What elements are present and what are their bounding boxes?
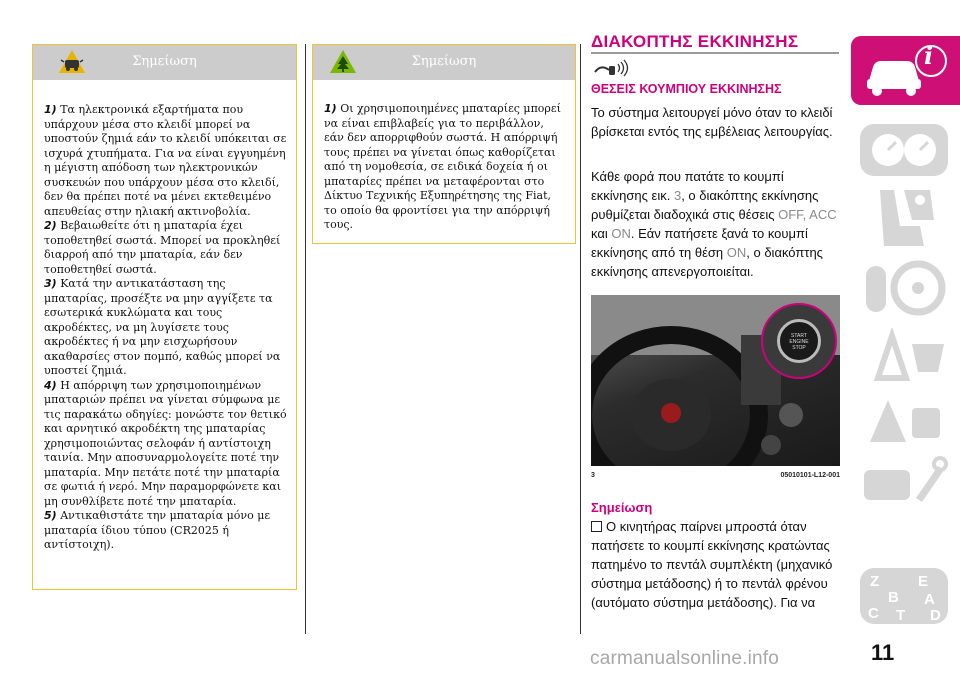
index-letter: T xyxy=(896,607,906,624)
start-stop-button: START ENGINE STOP xyxy=(777,319,821,363)
left-note-box xyxy=(32,44,297,590)
subsection-title: ΘΕΣΕΙΣ ΚΟΥΜΠΙΟΥ ΕΚΚΙΝΗΣΗΣ xyxy=(591,82,782,96)
dashboard-photo xyxy=(591,295,840,466)
middle-note-body xyxy=(324,102,567,233)
figure-number: 3 xyxy=(591,472,595,479)
figure-reference: 05010101-L12-001 xyxy=(780,472,840,479)
note-item: 3) Κατά την αντικατάσταση της μπαταρίας, προσέξτε να μην αγγίξετε τα εσωτερικά κυκλώματα και τους ακροδέκτες, να μη λυγίσετε τους ακροδέκτες ή να μην εισχωρήσουν ακαθαρσίες στον πομπό, καθώς μπορεί να υποστεί ζημιά. xyxy=(44,277,281,377)
watermark: carmanualsonline.info xyxy=(590,648,780,669)
positions-paragraph: Κάθε φορά που πατάτε το κουμπί εκκίνησης εικ. 3, ο διακόπτης εκκίνησης ρυθμίζεται διαδοχικά στις θέσεις OFF, ACC και ON. Εάν πατήσετε ξανά το κουμπί εκκίνησης από τη θέση ON, ο διακόπτης εκκίνησης απενεργοποιείται. xyxy=(591,169,837,279)
section-title: ΔΙΑΚΟΠΤΗΣ ΕΚΚΙΝΗΣΗΣ xyxy=(591,32,799,51)
note-bullet-icon xyxy=(591,521,602,532)
start-button-zoom xyxy=(761,303,837,379)
index-letter: B xyxy=(888,589,899,606)
middle-note-header xyxy=(313,45,575,80)
index-letter: D xyxy=(930,607,941,624)
note-item: 4) Η απόρριψη των χρησιμοποιημένων μπαταριών πρέπει να γίνεται σύμφωνα με τις παρακάτω οδηγίες: μονώστε τον θετικό και αρνητικό ακροδέκτη της μπαταρίας χρησιμοποιώντας σελοφάν ή αντίστοιχη ταινία. Μην αποσυναρμολογείτε ποτέ την μπαταρία. Μην πετάτε ποτέ την μπαταρία σε φωτιά ή νερό. Μην παραμορφώνετε και μη συνθλίβετε ποτέ την μπαταρία. xyxy=(44,378,287,508)
column-divider xyxy=(305,44,306,634)
left-note-title: Σημείωση xyxy=(132,54,197,69)
smart-key-icon xyxy=(591,58,631,78)
index-letter: E xyxy=(918,573,929,590)
note-item: 1) Τα ηλεκτρονικά εξαρτήματα που υπάρχουν μέσα στο κλειδί μπορεί να υποστούν ζημιά εάν το κλειδί υπόκειται σε ισχυρά χτυπήματα. Για να είναι εγγυημένη η μέγιστη απόδοση των ηλεκτρονικών συσκευών που υπάρχουν μέσα στο κλειδί, δεν θα πρέπει ποτέ να μένει εκτεθειμένο απευθείας στην ηλιακή ακτινοβολία. xyxy=(44,103,287,218)
page-number: 11 xyxy=(871,640,895,665)
index-letters-icon[interactable] xyxy=(858,566,950,626)
maintenance-icon[interactable] xyxy=(858,452,950,512)
right-note-title: Σημείωση xyxy=(591,500,653,515)
left-note-header xyxy=(33,45,296,80)
sidebar-tab-active[interactable] xyxy=(851,36,960,105)
car-info-icon xyxy=(863,41,953,101)
middle-note-box xyxy=(312,44,576,244)
note-item: 2) Βεβαιωθείτε ότι η μπαταρία έχει τοποθετηθεί σωστά. Μπορεί να προκληθεί διαρροή από την μπαταρία, εάν δεν τοποθετηθεί σωστά. xyxy=(44,219,281,276)
column-divider xyxy=(580,44,581,634)
dashboard-gauge-icon[interactable] xyxy=(858,120,950,180)
intro-paragraph: Το σύστημα λειτουργεί μόνο όταν το κλειδί βρίσκεται εντός της εμβέλειας λειτουργίας. xyxy=(591,105,833,139)
index-letter: C xyxy=(868,605,879,622)
starting-driving-icon[interactable] xyxy=(858,258,950,320)
left-note-body xyxy=(44,103,288,553)
right-note-text: Ο κινητήρας παίρνει μπροστά όταν πατήσετε το κουμπί εκκίνησης κρατώντας πατημένο το πεντάλ συμπλέκτη (μηχανικό σύστημα μετάδοσης) ή το πεντάλ φρένου (αυτόματο σύστημα μετάδοσης). Για να xyxy=(591,519,833,610)
middle-note-title: Σημείωση xyxy=(411,54,477,69)
info-letter: i xyxy=(924,41,934,70)
warning-lights-icon[interactable] xyxy=(858,328,950,386)
index-letter: A xyxy=(924,591,935,608)
emergency-icon[interactable] xyxy=(858,392,950,450)
note-item: 5) Αντικαθιστάτε την μπαταρία μόνο με μπαταρία ίδιου τύπου (CR2025 ή αντίστοιχη). xyxy=(44,509,271,551)
photo-caption xyxy=(591,472,840,479)
section-rule xyxy=(591,52,839,54)
safety-seat-icon[interactable] xyxy=(860,186,950,250)
note-item: 1) Οι χρησιμοποιημένες μπαταρίες μπορεί να είναι επιβλαβείς για το περιβάλλον, εάν δεν απορριφθούν σωστά. Η απόρριψή τους πρέπει να γίνεται όπως καθορίζεται από τη νομοθεσία, σε ειδικά δοχεία ή οι μπαταρίες πρέπει να μεταφέρονται στο Δίκτυο Τεχνικής Εξυπηρέτησης της Fiat, το οποίο θα φροντίσει για την απόρριψή τους. xyxy=(324,102,561,231)
index-letter: Z xyxy=(870,573,880,590)
